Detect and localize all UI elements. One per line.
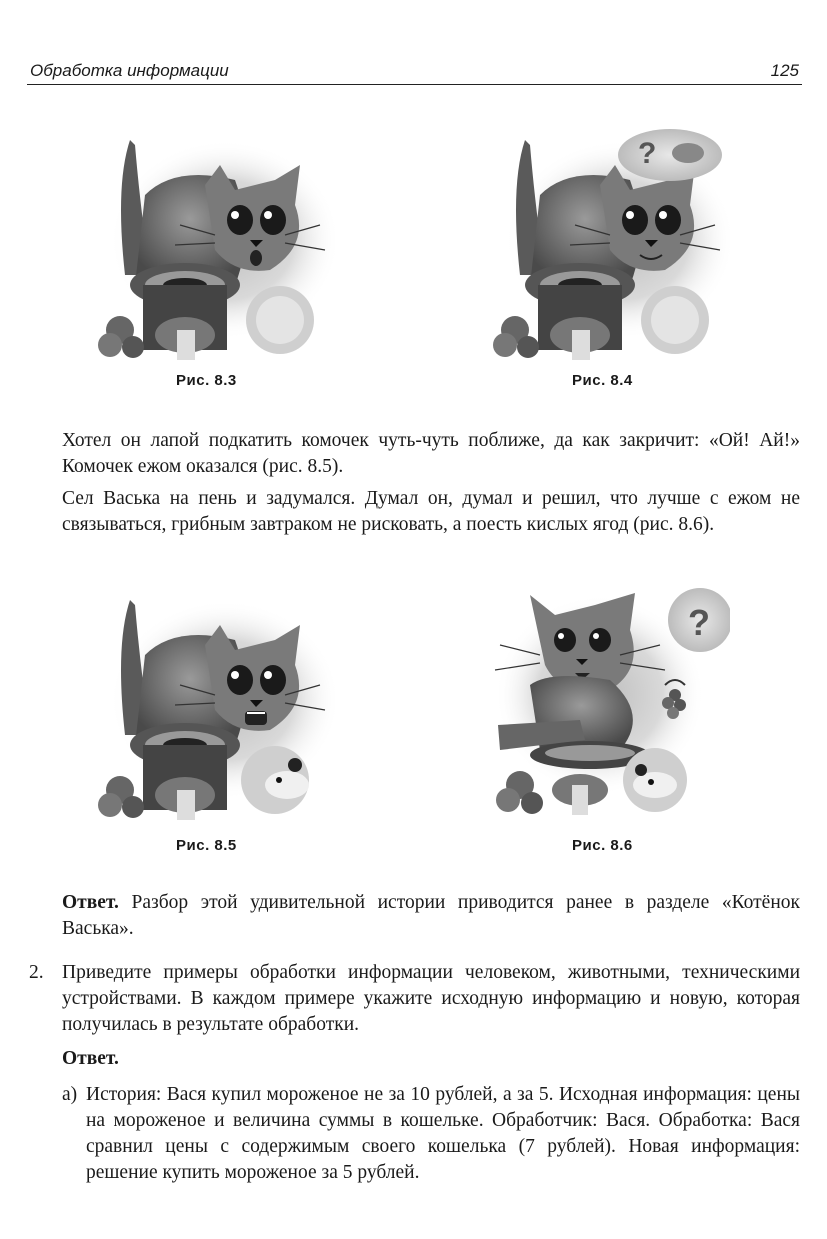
- answer-label: Ответ.: [62, 892, 119, 913]
- figure-8-3: [95, 125, 335, 365]
- answer-heading: [62, 1046, 800, 1072]
- figure-8-4: [490, 125, 730, 365]
- figure-caption: Рис. 8.5: [176, 837, 237, 854]
- header-title: Обработка информации: [30, 61, 229, 80]
- figure-caption: Рис. 8.6: [572, 837, 633, 854]
- question-mark: ?: [638, 137, 657, 170]
- figure-caption: Рис. 8.4: [572, 372, 633, 389]
- kitten-stump-illustration: [95, 125, 335, 365]
- sub-item-paragraph: История: Вася купил мороженое не за 10 рублей, а за 5. Исходная информация: цены на мороженое и величина суммы в кошельке. Обработчик: Вася. Обработка: Вася сравнил цены с содержимым своего кошелька (7 рублей). Новая информация: решение купить мороженое за 5 рублей.: [86, 1084, 800, 1183]
- question-mark: ?: [688, 602, 710, 643]
- kitten-hedgehog-illustration: [95, 585, 335, 825]
- figure-8-5: [95, 585, 335, 825]
- story-paragraph: Сел Васька на пень и задумался. Думал он, думал и решил, что лучше с ежом не связываться, грибным завтраком не рисковать, а поесть кислых ягод (рис. 8.6).: [62, 488, 800, 535]
- page-number: 125: [770, 61, 799, 80]
- figure-caption: Рис. 8.3: [176, 372, 237, 389]
- kitten-thinking-illustration: [490, 125, 730, 365]
- task-paragraph: Приведите примеры обработки информации человеком, животными, техническими устройствами. В каждом примере укажите исходную информацию и новую, которая получилась в результате обработки.: [62, 962, 800, 1035]
- sub-item-label: а): [62, 1084, 78, 1105]
- running-header: [27, 58, 802, 85]
- item-number: 2.: [29, 962, 44, 983]
- figure-8-6: [490, 585, 730, 825]
- answer-label: Ответ.: [62, 1048, 119, 1069]
- kitten-berries-illustration: [490, 585, 730, 825]
- story-paragraph: Хотел он лапой подкатить комочек чуть-чуть поближе, да как закричит: «Ой! Ай!» Комочек ежом оказался (рис. 8.5).: [62, 430, 800, 477]
- answer-paragraph: [62, 890, 800, 942]
- answer-text: Разбор этой удивительной истории приводится ранее в разделе «Котёнок Васька».: [62, 892, 800, 939]
